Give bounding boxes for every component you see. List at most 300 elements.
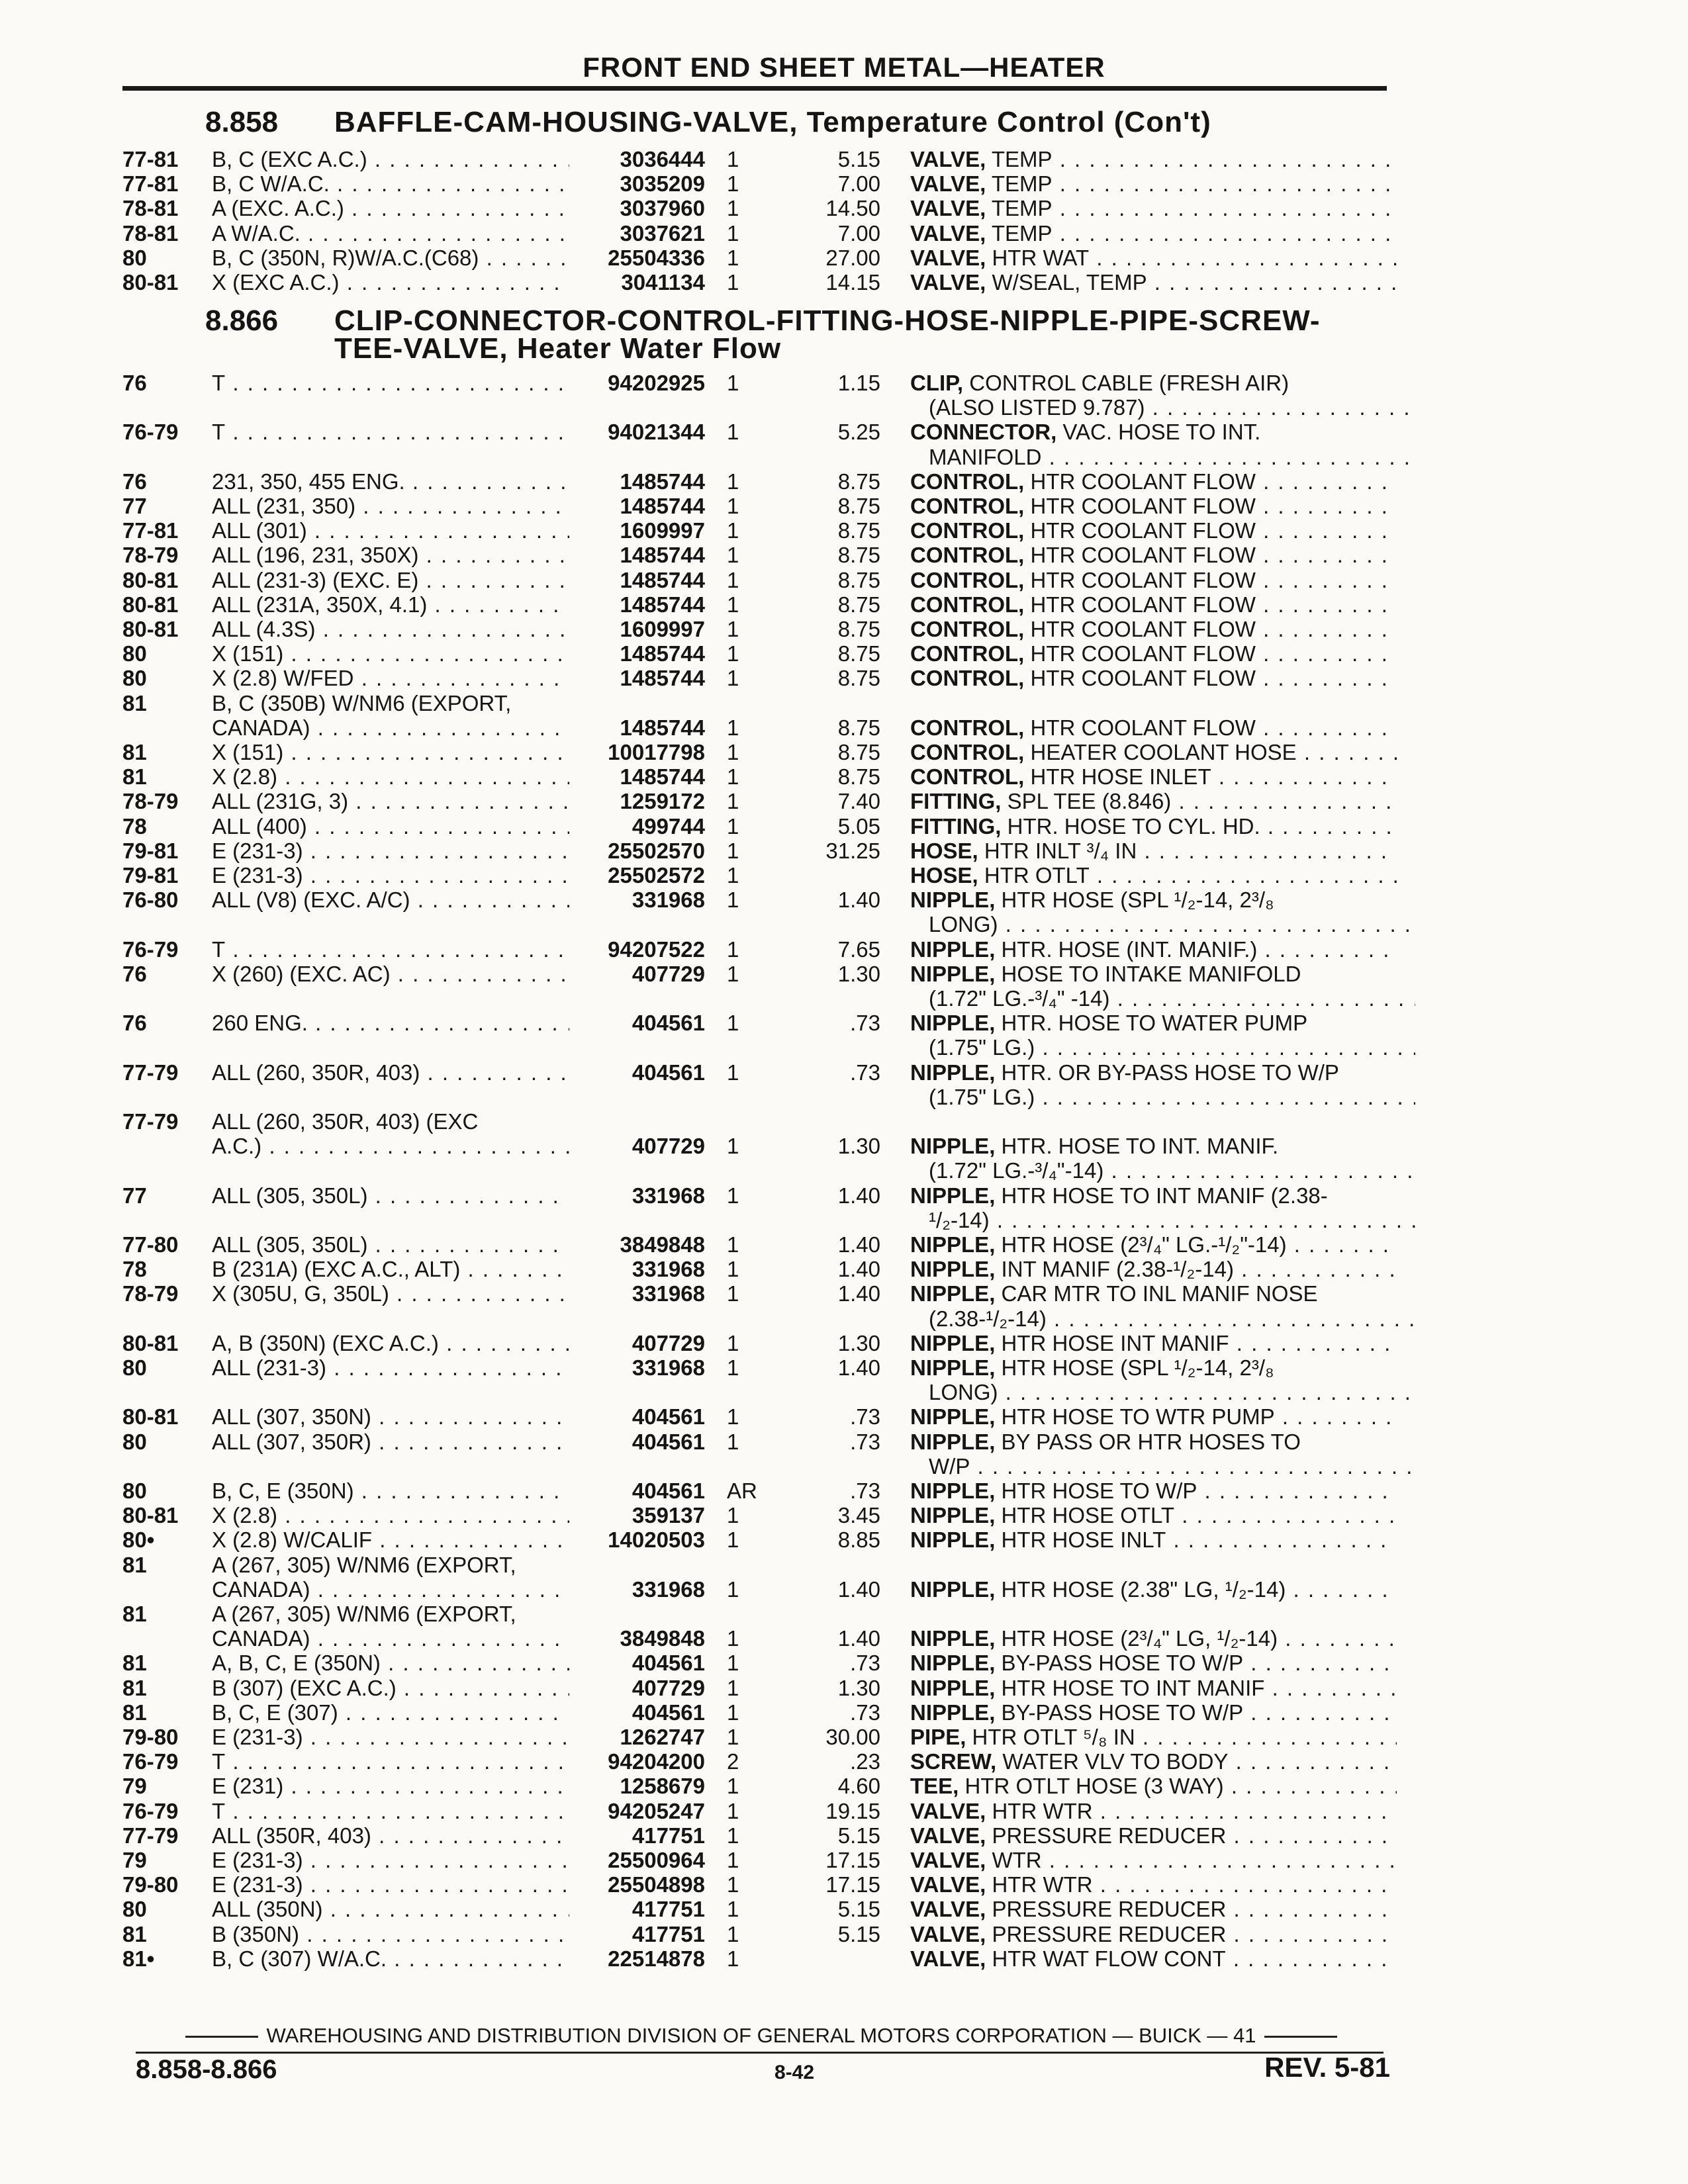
application-cell: B, C, E (350N) . . . bbox=[212, 1479, 569, 1503]
application-cell: ALL (V8) (EXC. A/C) . . . bbox=[212, 887, 569, 912]
description-text: HTR HOSE INLT bbox=[995, 1527, 1166, 1552]
application-cell: ALL (305, 350L) . . . bbox=[212, 1183, 569, 1208]
description-cell bbox=[910, 1183, 1397, 1208]
description-keyword: VALVE, bbox=[910, 171, 986, 196]
price-cell: .23 bbox=[850, 1749, 880, 1774]
quantity-cell: 1 bbox=[727, 1281, 739, 1306]
quantity-cell: 1 bbox=[727, 617, 739, 641]
year-cell: 76-79 bbox=[122, 420, 179, 444]
description-text: HTR. HOSE TO CYL. HD. bbox=[1001, 814, 1260, 839]
description-text: (1.75" LG.) bbox=[929, 1035, 1035, 1060]
part-number-cell: 1485744 bbox=[620, 715, 705, 740]
description-text: HTR OTLT HOSE (3 WAY) bbox=[959, 1774, 1224, 1798]
description-cell bbox=[910, 1946, 1397, 1971]
part-number-cell: 25502572 bbox=[608, 863, 705, 887]
application-cell: X (2.8) . . . bbox=[212, 1503, 569, 1527]
price-cell: 7.65 bbox=[837, 937, 880, 962]
year-cell: 80 bbox=[122, 641, 147, 666]
year-cell: 77-79 bbox=[122, 1060, 179, 1085]
application-cell: X (2.8) . . . bbox=[212, 764, 569, 789]
part-number-cell: 3041134 bbox=[621, 270, 705, 295]
application-cell: A, B, C, E (350N) . . . bbox=[212, 1651, 569, 1675]
description-cell bbox=[910, 1355, 1397, 1380]
description-keyword: CONTROL, bbox=[910, 666, 1025, 690]
table-row bbox=[0, 1158, 1688, 1183]
year-cell: 79-80 bbox=[122, 1725, 179, 1749]
year-cell: 80 bbox=[122, 1897, 147, 1921]
price-cell: 8.75 bbox=[837, 469, 880, 494]
table-row bbox=[0, 912, 1688, 936]
description-cell bbox=[910, 1134, 1397, 1158]
description-cell bbox=[910, 1060, 1397, 1085]
quantity-cell: 1 bbox=[727, 1799, 739, 1823]
application-cell: CANADA) . . . bbox=[212, 1577, 569, 1602]
quantity-cell: 1 bbox=[727, 839, 739, 863]
description-keyword: NIPPLE, bbox=[910, 1232, 996, 1257]
application-cell: X (EXC A.C.) . . . bbox=[212, 270, 569, 295]
description-text: HTR HOSE OTLT bbox=[995, 1503, 1175, 1527]
year-cell: 81• bbox=[122, 1946, 155, 1971]
description-keyword: VALVE, bbox=[910, 1922, 986, 1946]
quantity-cell: 1 bbox=[727, 147, 739, 171]
year-cell: 77-81 bbox=[122, 171, 179, 196]
footer-dash-right bbox=[1264, 2036, 1337, 2038]
description-keyword: HOSE, bbox=[910, 839, 978, 863]
description-text: TEMP bbox=[986, 221, 1053, 246]
application-cell: 260 ENG. . . . bbox=[212, 1011, 569, 1035]
description-cell bbox=[910, 863, 1397, 887]
description-keyword: NIPPLE, bbox=[910, 1404, 996, 1429]
description-cell bbox=[910, 1208, 1415, 1232]
quantity-cell: 1 bbox=[727, 1060, 739, 1085]
application-cell: T . . . bbox=[212, 371, 569, 395]
application-cell: A (267, 305) W/NM6 (EXPORT, bbox=[212, 1553, 516, 1577]
description-text: HTR COOLANT FLOW bbox=[1024, 518, 1256, 543]
section-number: 8.858 bbox=[205, 106, 279, 138]
description-text: HTR HOSE INLET bbox=[1024, 764, 1211, 789]
application-cell: ALL (231G, 3) . . . bbox=[212, 789, 569, 813]
description-keyword: CONTROL, bbox=[910, 715, 1025, 740]
part-number-cell: 3036444 bbox=[620, 147, 705, 171]
description-keyword: NIPPLE, bbox=[910, 1479, 996, 1503]
description-keyword: HOSE, bbox=[910, 863, 978, 887]
description-text: HTR INLT ³/₄ IN bbox=[978, 839, 1137, 863]
year-cell: 78-79 bbox=[122, 1281, 179, 1306]
part-number-cell: 94207522 bbox=[608, 937, 705, 962]
description-text: HTR HOSE TO INT MANIF (2.38- bbox=[995, 1183, 1328, 1208]
table-row bbox=[0, 196, 1688, 220]
application-cell: ALL (260, 350R, 403) (EXC bbox=[212, 1109, 479, 1134]
application-cell: ALL (350R, 403) . . . bbox=[212, 1823, 569, 1848]
part-number-cell: 1609997 bbox=[620, 617, 705, 641]
description-text: HTR COOLANT FLOW bbox=[1024, 715, 1256, 740]
quantity-cell: 1 bbox=[727, 1577, 739, 1602]
price-cell: .73 bbox=[850, 1479, 880, 1503]
part-number-cell: 331968 bbox=[632, 1281, 705, 1306]
table-row bbox=[0, 641, 1688, 666]
description-text: LONG) bbox=[929, 1380, 998, 1404]
year-cell: 78 bbox=[122, 814, 147, 839]
year-cell: 77-81 bbox=[122, 147, 179, 171]
application-cell: X (260) (EXC. AC) . . . bbox=[212, 962, 569, 986]
description-text: HTR COOLANT FLOW bbox=[1024, 617, 1256, 641]
price-cell: 8.75 bbox=[837, 568, 880, 592]
year-cell: 76 bbox=[122, 371, 147, 395]
quantity-cell: 1 bbox=[727, 1355, 739, 1380]
description-keyword: CONTROL, bbox=[910, 543, 1025, 567]
table-row bbox=[0, 147, 1688, 171]
description-text: HTR COOLANT FLOW bbox=[1024, 494, 1256, 518]
description-text: ¹/₂-14) bbox=[929, 1208, 990, 1232]
application-cell: A W/A.C. . . . bbox=[212, 221, 569, 246]
table-row bbox=[0, 1897, 1688, 1921]
description-text: HTR COOLANT FLOW bbox=[1024, 641, 1256, 666]
part-number-cell: 1485744 bbox=[620, 469, 705, 494]
quantity-cell: 1 bbox=[727, 371, 739, 395]
part-number-cell: 404561 bbox=[632, 1404, 705, 1429]
part-number-cell: 359137 bbox=[632, 1503, 705, 1527]
table-row bbox=[0, 1430, 1688, 1454]
part-number-cell: 25502570 bbox=[608, 839, 705, 863]
price-cell: 8.75 bbox=[837, 715, 880, 740]
description-keyword: NIPPLE, bbox=[910, 1281, 996, 1306]
price-cell: 7.00 bbox=[837, 171, 880, 196]
description-cell bbox=[910, 1430, 1397, 1454]
price-cell: 1.30 bbox=[837, 1134, 880, 1158]
application-cell: E (231) . . . bbox=[212, 1774, 569, 1798]
price-cell: 8.75 bbox=[837, 641, 880, 666]
description-keyword: FITTING, bbox=[910, 814, 1002, 839]
description-text: HTR WAT bbox=[986, 246, 1090, 270]
description-keyword: NIPPLE, bbox=[910, 1651, 996, 1675]
table-row bbox=[0, 1035, 1688, 1060]
description-cell bbox=[910, 469, 1397, 494]
description-cell bbox=[910, 395, 1415, 420]
price-cell: 7.40 bbox=[837, 789, 880, 813]
year-cell: 80-81 bbox=[122, 1331, 179, 1355]
year-cell: 79-80 bbox=[122, 1872, 179, 1897]
price-cell: 8.75 bbox=[837, 740, 880, 764]
description-text: HTR. HOSE TO INT. MANIF. bbox=[995, 1134, 1279, 1158]
description-text: CONTROL CABLE (FRESH AIR) bbox=[963, 371, 1289, 395]
description-keyword: CLIP, bbox=[910, 371, 964, 395]
year-cell: 81 bbox=[122, 740, 147, 764]
table-row bbox=[0, 1060, 1688, 1085]
price-cell: 27.00 bbox=[825, 246, 880, 270]
description-text: HTR WTR bbox=[986, 1872, 1093, 1897]
table-row bbox=[0, 1651, 1688, 1675]
description-cell bbox=[910, 543, 1397, 567]
year-cell: 81 bbox=[122, 1602, 147, 1626]
table-row bbox=[0, 1823, 1688, 1848]
application-cell: ALL (4.3S) . . . bbox=[212, 617, 569, 641]
application-cell: ALL (231-3) . . . bbox=[212, 1355, 569, 1380]
price-cell: 1.40 bbox=[837, 1577, 880, 1602]
description-keyword: NIPPLE, bbox=[910, 962, 996, 986]
price-cell: .73 bbox=[850, 1404, 880, 1429]
description-keyword: CONNECTOR, bbox=[910, 420, 1057, 444]
application-cell: ALL (231, 350) . . . bbox=[212, 494, 569, 518]
description-cell bbox=[910, 1281, 1397, 1306]
quantity-cell: 1 bbox=[727, 246, 739, 270]
application-cell: B, C W/A.C. . . . bbox=[212, 171, 569, 196]
part-number-cell: 1485744 bbox=[620, 592, 705, 617]
quantity-cell: 1 bbox=[727, 789, 739, 813]
part-number-cell: 404561 bbox=[632, 1479, 705, 1503]
description-cell bbox=[910, 937, 1397, 962]
application-cell: ALL (301) . . . bbox=[212, 518, 569, 543]
application-cell: E (231-3) . . . bbox=[212, 863, 569, 887]
price-cell: 8.75 bbox=[837, 592, 880, 617]
description-keyword: NIPPLE, bbox=[910, 1060, 996, 1085]
description-keyword: CONTROL, bbox=[910, 568, 1025, 592]
description-text: WTR bbox=[986, 1848, 1042, 1872]
description-keyword: PIPE, bbox=[910, 1725, 966, 1749]
price-cell: .73 bbox=[850, 1430, 880, 1454]
description-text: PRESSURE REDUCER bbox=[986, 1897, 1227, 1921]
quantity-cell: 1 bbox=[727, 1404, 739, 1429]
description-text: TEMP bbox=[986, 147, 1053, 171]
part-number-cell: 407729 bbox=[632, 1331, 705, 1355]
table-row bbox=[0, 937, 1688, 962]
quantity-cell: 1 bbox=[727, 568, 739, 592]
part-number-cell: 499744 bbox=[632, 814, 705, 839]
description-text: (1.72" LG.-³/₄" -14) bbox=[929, 986, 1110, 1011]
quantity-cell: 1 bbox=[727, 937, 739, 962]
application-cell: X (305U, G, 350L) . . . bbox=[212, 1281, 569, 1306]
price-cell: 1.40 bbox=[837, 1257, 880, 1281]
description-cell bbox=[910, 839, 1397, 863]
table-row bbox=[0, 1577, 1688, 1602]
description-cell bbox=[910, 1577, 1397, 1602]
table-row bbox=[0, 395, 1688, 420]
quantity-cell: 1 bbox=[727, 420, 739, 444]
quantity-cell: 1 bbox=[727, 1527, 739, 1552]
description-keyword: VALVE, bbox=[910, 147, 986, 171]
description-keyword: NIPPLE, bbox=[910, 1700, 996, 1725]
description-cell bbox=[910, 1404, 1397, 1429]
price-cell: 8.85 bbox=[837, 1527, 880, 1552]
description-cell bbox=[910, 420, 1397, 444]
price-cell: 14.50 bbox=[825, 196, 880, 220]
table-row bbox=[0, 1602, 1688, 1626]
description-text: SPL TEE (8.846) bbox=[1001, 789, 1172, 813]
part-number-cell: 417751 bbox=[632, 1922, 705, 1946]
description-text: HTR OTLT bbox=[978, 863, 1090, 887]
description-keyword: SCREW, bbox=[910, 1749, 997, 1774]
description-cell bbox=[910, 1774, 1397, 1798]
description-text: HTR WTR bbox=[986, 1799, 1093, 1823]
application-cell: B, C (307) W/A.C. . . . bbox=[212, 1946, 569, 1971]
description-text: HTR OTLT ⁵/₈ IN bbox=[966, 1725, 1135, 1749]
description-keyword: CONTROL, bbox=[910, 469, 1025, 494]
table-row bbox=[0, 1183, 1688, 1208]
year-cell: 77-81 bbox=[122, 518, 179, 543]
application-cell: ALL (231-3) (EXC. E) . . . bbox=[212, 568, 569, 592]
table-row bbox=[0, 1872, 1688, 1897]
quantity-cell: AR bbox=[727, 1479, 757, 1503]
price-cell: 5.15 bbox=[837, 1897, 880, 1921]
application-cell: X (2.8) W/CALIF . . . bbox=[212, 1527, 569, 1552]
table-row bbox=[0, 986, 1688, 1011]
quantity-cell: 1 bbox=[727, 1823, 739, 1848]
description-cell bbox=[910, 1922, 1397, 1946]
part-number-cell: 14020503 bbox=[608, 1527, 705, 1552]
price-cell: 1.30 bbox=[837, 1676, 880, 1700]
table-row bbox=[0, 1454, 1688, 1479]
table-row bbox=[0, 1232, 1688, 1257]
description-keyword: CONTROL, bbox=[910, 494, 1025, 518]
description-cell bbox=[910, 1897, 1397, 1921]
price-cell: 8.75 bbox=[837, 617, 880, 641]
quantity-cell: 1 bbox=[727, 518, 739, 543]
description-text: PRESSURE REDUCER bbox=[986, 1823, 1227, 1848]
price-cell: 4.60 bbox=[837, 1774, 880, 1798]
year-cell: 79 bbox=[122, 1848, 147, 1872]
description-cell bbox=[910, 1848, 1397, 1872]
year-cell: 81 bbox=[122, 691, 147, 715]
table-row bbox=[0, 1479, 1688, 1503]
description-text: MANIFOLD bbox=[929, 445, 1042, 469]
part-number-cell: 331968 bbox=[632, 1577, 705, 1602]
application-cell: ALL (231A, 350X, 4.1) . . . bbox=[212, 592, 569, 617]
quantity-cell: 1 bbox=[727, 887, 739, 912]
table-row bbox=[0, 839, 1688, 863]
description-text: HTR HOSE INT MANIF bbox=[995, 1331, 1229, 1355]
table-row bbox=[0, 1281, 1688, 1306]
quantity-cell: 1 bbox=[727, 543, 739, 567]
description-keyword: FITTING, bbox=[910, 789, 1002, 813]
price-cell: 8.75 bbox=[837, 543, 880, 567]
part-number-cell: 1485744 bbox=[620, 641, 705, 666]
price-cell: 31.25 bbox=[825, 839, 880, 863]
year-cell: 81 bbox=[122, 1922, 147, 1946]
description-keyword: VALVE, bbox=[910, 270, 986, 295]
description-keyword: CONTROL, bbox=[910, 617, 1025, 641]
part-number-cell: 3849848 bbox=[620, 1232, 705, 1257]
part-number-cell: 1485744 bbox=[620, 568, 705, 592]
description-keyword: CONTROL, bbox=[910, 641, 1025, 666]
year-cell: 80• bbox=[122, 1527, 155, 1552]
description-keyword: CONTROL, bbox=[910, 592, 1025, 617]
description-keyword: VALVE, bbox=[910, 1823, 986, 1848]
part-number-cell: 1485744 bbox=[620, 543, 705, 567]
price-cell: 1.40 bbox=[837, 1626, 880, 1651]
description-text: HTR HOSE (SPL ¹/₂-14, 2³/₈ bbox=[995, 1355, 1274, 1380]
description-keyword: NIPPLE, bbox=[910, 1430, 996, 1454]
description-text: HTR COOLANT FLOW bbox=[1024, 666, 1256, 690]
table-row bbox=[0, 1011, 1688, 1035]
year-cell: 76 bbox=[122, 962, 147, 986]
part-number-cell: 331968 bbox=[632, 887, 705, 912]
quantity-cell: 1 bbox=[727, 962, 739, 986]
description-cell bbox=[910, 666, 1397, 690]
year-cell: 80-81 bbox=[122, 1404, 179, 1429]
application-cell: ALL (196, 231, 350X) . . . bbox=[212, 543, 569, 567]
description-cell bbox=[910, 1011, 1397, 1035]
year-cell: 78-79 bbox=[122, 543, 179, 567]
application-cell: B (307) (EXC A.C.) . . . bbox=[212, 1676, 569, 1700]
year-cell: 78-81 bbox=[122, 196, 179, 220]
year-cell: 81 bbox=[122, 1700, 147, 1725]
description-cell bbox=[910, 1626, 1397, 1651]
application-cell: B, C, E (307) . . . bbox=[212, 1700, 569, 1725]
part-number-cell: 331968 bbox=[632, 1257, 705, 1281]
year-cell: 80 bbox=[122, 1355, 147, 1380]
application-cell: T . . . bbox=[212, 1749, 569, 1774]
description-text: (2.38-¹/₂-14) bbox=[929, 1306, 1047, 1331]
part-number-cell: 1609997 bbox=[620, 518, 705, 543]
description-keyword: NIPPLE, bbox=[910, 1355, 996, 1380]
table-row bbox=[0, 764, 1688, 789]
description-cell bbox=[910, 617, 1397, 641]
quantity-cell: 1 bbox=[727, 494, 739, 518]
description-keyword: VALVE, bbox=[910, 1872, 986, 1897]
part-number-cell: 25504898 bbox=[608, 1872, 705, 1897]
description-cell bbox=[910, 1380, 1415, 1404]
table-row bbox=[0, 1799, 1688, 1823]
price-cell: 1.30 bbox=[837, 962, 880, 986]
price-cell: 8.75 bbox=[837, 764, 880, 789]
description-cell bbox=[910, 196, 1397, 220]
quantity-cell: 1 bbox=[727, 641, 739, 666]
quantity-cell: 1 bbox=[727, 469, 739, 494]
price-cell: 1.40 bbox=[837, 1183, 880, 1208]
application-cell: ALL (307, 350N) . . . bbox=[212, 1404, 569, 1429]
application-cell: A (267, 305) W/NM6 (EXPORT, bbox=[212, 1602, 516, 1626]
description-keyword: VALVE, bbox=[910, 246, 986, 270]
description-keyword: NIPPLE, bbox=[910, 1503, 996, 1527]
description-text: (ALSO LISTED 9.787) bbox=[929, 395, 1145, 420]
table-row bbox=[0, 691, 1688, 715]
description-cell bbox=[910, 1527, 1397, 1552]
quantity-cell: 1 bbox=[727, 1848, 739, 1872]
description-text: VAC. HOSE TO INT. bbox=[1056, 420, 1261, 444]
part-number-cell: 331968 bbox=[632, 1355, 705, 1380]
description-cell bbox=[910, 246, 1397, 270]
year-cell: 78 bbox=[122, 1257, 147, 1281]
description-keyword: NIPPLE, bbox=[910, 1577, 996, 1602]
description-cell bbox=[910, 221, 1397, 246]
description-keyword: VALVE, bbox=[910, 1897, 986, 1921]
footer-division bbox=[132, 2024, 1390, 2048]
description-cell bbox=[910, 1700, 1397, 1725]
table-row bbox=[0, 1725, 1688, 1749]
description-text: LONG) bbox=[929, 912, 998, 936]
table-row bbox=[0, 1700, 1688, 1725]
year-cell: 78-79 bbox=[122, 789, 179, 813]
year-cell: 80 bbox=[122, 666, 147, 690]
description-keyword: NIPPLE, bbox=[910, 1527, 996, 1552]
quantity-cell: 1 bbox=[727, 221, 739, 246]
table-row bbox=[0, 1380, 1688, 1404]
part-number-cell: 407729 bbox=[632, 1676, 705, 1700]
description-keyword: NIPPLE, bbox=[910, 1183, 996, 1208]
table-row bbox=[0, 887, 1688, 912]
part-number-cell: 404561 bbox=[632, 1011, 705, 1035]
price-cell: 1.15 bbox=[837, 371, 880, 395]
description-cell bbox=[910, 445, 1415, 469]
table-row bbox=[0, 1257, 1688, 1281]
description-cell bbox=[910, 789, 1397, 813]
description-cell bbox=[910, 1872, 1397, 1897]
description-text: HTR COOLANT FLOW bbox=[1024, 568, 1256, 592]
year-cell: 77-80 bbox=[122, 1232, 179, 1257]
year-cell: 77 bbox=[122, 1183, 147, 1208]
description-keyword: NIPPLE, bbox=[910, 1626, 996, 1651]
year-cell: 79 bbox=[122, 1774, 147, 1798]
quantity-cell: 1 bbox=[727, 1651, 739, 1675]
